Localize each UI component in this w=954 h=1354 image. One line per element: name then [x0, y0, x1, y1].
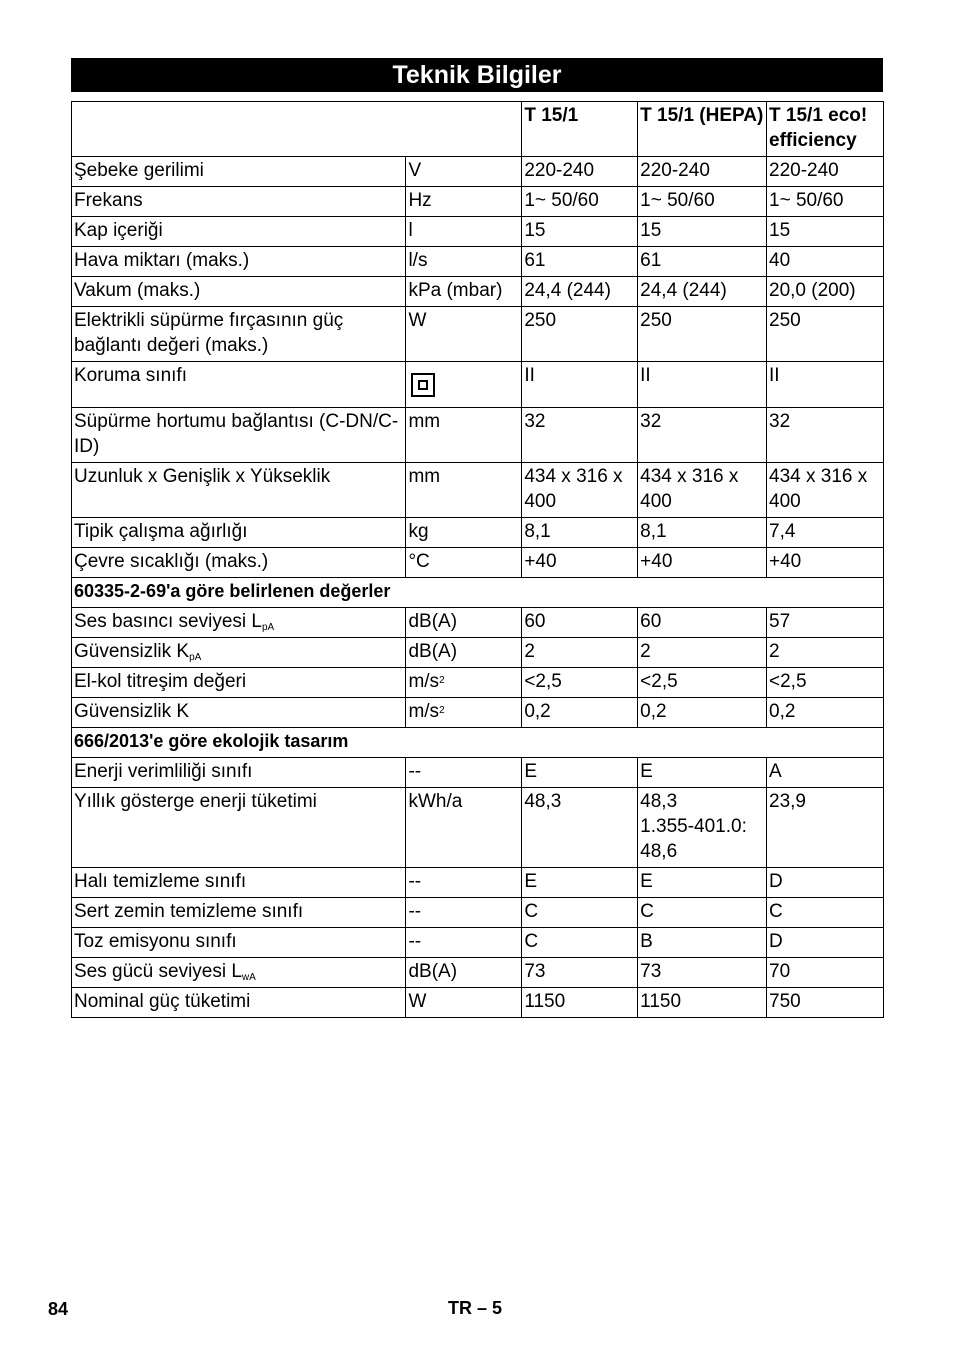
table-row	[72, 868, 884, 898]
unit-text: --	[408, 761, 422, 782]
value-cell: 73	[522, 958, 638, 988]
unit-text: kPa (mbar)	[408, 280, 503, 301]
unit-cell	[406, 868, 522, 898]
value-cell: C	[638, 898, 767, 928]
value-cell: 24,4 (244)	[522, 277, 638, 307]
row-label: Sert zemin temizleme sınıfı	[74, 901, 304, 922]
value-cell: 8,1	[522, 518, 638, 548]
value-cell: 60	[522, 608, 638, 638]
row-label: Hava miktarı (maks.)	[74, 250, 250, 271]
value-cell: +40	[638, 548, 767, 578]
column-header: T 15/1 (HEPA)	[638, 102, 767, 157]
protection-class-ii-icon	[411, 373, 435, 397]
value-cell: 61	[638, 247, 767, 277]
unit-text: l/s	[408, 250, 428, 271]
unit-cell	[406, 463, 522, 518]
table-row	[72, 408, 884, 463]
value-cell: B	[638, 928, 767, 958]
unit-text: m/s	[408, 671, 440, 692]
value-cell: 220-240	[638, 157, 767, 187]
value-cell: D	[767, 868, 884, 898]
table-row	[72, 518, 884, 548]
section-page-label: TR – 5	[448, 1298, 503, 1318]
value-cell: 250	[522, 307, 638, 362]
value-cell: 1150	[522, 988, 638, 1018]
unit-text: dB(A)	[408, 961, 458, 982]
row-label: Enerji verimliliği sınıfı	[74, 761, 253, 782]
value-cell: D	[767, 928, 884, 958]
column-header: T 15/1 eco! efficiency	[767, 102, 884, 157]
value-cell: 73	[638, 958, 767, 988]
unit-cell	[406, 638, 522, 668]
table-row	[72, 157, 884, 187]
value-cell: 8,1	[638, 518, 767, 548]
value-cell: E	[638, 758, 767, 788]
row-label-cell	[72, 608, 406, 638]
value-cell: 61	[522, 247, 638, 277]
row-label-cell	[72, 958, 406, 988]
unit-text: Hz	[408, 190, 432, 211]
value-cell: 250	[767, 307, 884, 362]
value-cell: 15	[522, 217, 638, 247]
table-row	[72, 463, 884, 518]
row-label-cell	[72, 157, 406, 187]
table-row	[72, 698, 884, 728]
unit-text: m/s	[408, 701, 440, 722]
row-label-cell	[72, 668, 406, 698]
table-row	[72, 668, 884, 698]
unit-text: --	[408, 901, 422, 922]
unit-superscript: 2	[439, 675, 445, 686]
row-label-cell	[72, 408, 406, 463]
row-label-cell	[72, 548, 406, 578]
header-empty-cell	[72, 102, 522, 157]
value-cell: 70	[767, 958, 884, 988]
value-cell: 32	[767, 408, 884, 463]
table-row	[72, 277, 884, 307]
value-cell: 0,2	[767, 698, 884, 728]
unit-text: --	[408, 931, 422, 952]
value-cell: 434 x 316 x 400	[767, 463, 884, 518]
table-row	[72, 247, 884, 277]
row-label: Nominal güç tüketimi	[74, 991, 251, 1012]
row-label: Çevre sıcaklığı (maks.)	[74, 551, 269, 572]
value-cell: 48,3	[522, 788, 638, 868]
row-label: Uzunluk x Genişlik x Yükseklik	[74, 466, 331, 487]
row-label: Güvensizlik K	[74, 701, 190, 722]
unit-cell	[406, 518, 522, 548]
value-cell: C	[767, 898, 884, 928]
page-number: 84	[48, 1299, 69, 1319]
value-cell: C	[522, 928, 638, 958]
row-label: Toz emisyonu sınıfı	[74, 931, 237, 952]
value-cell: 7,4	[767, 518, 884, 548]
value-cell: <2,5	[638, 668, 767, 698]
unit-cell	[406, 187, 522, 217]
unit-text: --	[408, 871, 422, 892]
value-cell: II	[767, 362, 884, 408]
unit-cell	[406, 758, 522, 788]
value-cell: 2	[522, 638, 638, 668]
row-label: Halı temizleme sınıfı	[74, 871, 247, 892]
value-cell: 0,2	[638, 698, 767, 728]
technical-data-table	[71, 101, 884, 1018]
value-cell: 1~ 50/60	[767, 187, 884, 217]
value-cell: E	[638, 868, 767, 898]
label-subscript: pA	[189, 652, 202, 663]
value-cell: 1150	[638, 988, 767, 1018]
table-row	[72, 217, 884, 247]
unit-cell	[406, 362, 522, 408]
section-heading: 666/2013'e göre ekolojik tasarım	[72, 728, 884, 758]
unit-cell	[406, 608, 522, 638]
row-label: Güvensizlik K	[74, 641, 190, 662]
unit-cell	[406, 898, 522, 928]
value-cell: 40	[767, 247, 884, 277]
unit-text: dB(A)	[408, 641, 458, 662]
value-cell: 2	[767, 638, 884, 668]
value-cell: +40	[522, 548, 638, 578]
table-row	[72, 758, 884, 788]
row-label: El-kol titreşim değeri	[74, 671, 247, 692]
value-cell: 48,3 1.355-401.0: 48,6	[638, 788, 767, 868]
unit-text: W	[408, 310, 427, 331]
value-cell: 1~ 50/60	[522, 187, 638, 217]
unit-cell	[406, 277, 522, 307]
section-row	[72, 578, 884, 608]
value-cell: 57	[767, 608, 884, 638]
unit-text: °C	[408, 551, 430, 572]
row-label: Ses basıncı seviyesi L	[74, 611, 262, 632]
unit-text: V	[408, 160, 422, 181]
row-label-cell	[72, 277, 406, 307]
table-row	[72, 988, 884, 1018]
row-label-cell	[72, 518, 406, 548]
unit-text: mm	[408, 466, 441, 487]
unit-text: l	[408, 220, 413, 241]
unit-cell	[406, 788, 522, 868]
row-label: Vakum (maks.)	[74, 280, 201, 301]
header-row	[72, 102, 884, 157]
row-label-cell	[72, 247, 406, 277]
row-label: Frekans	[74, 190, 143, 211]
row-label-cell	[72, 307, 406, 362]
unit-cell	[406, 157, 522, 187]
unit-cell	[406, 698, 522, 728]
unit-cell	[406, 958, 522, 988]
value-cell: 250	[638, 307, 767, 362]
unit-cell	[406, 307, 522, 362]
value-cell: <2,5	[522, 668, 638, 698]
unit-text: dB(A)	[408, 611, 458, 632]
row-label: Şebeke gerilimi	[74, 160, 204, 181]
value-cell: 434 x 316 x 400	[638, 463, 767, 518]
row-label-cell	[72, 868, 406, 898]
row-label: Koruma sınıfı	[74, 365, 187, 386]
value-cell: 20,0 (200)	[767, 277, 884, 307]
row-label-cell	[72, 698, 406, 728]
value-cell: 220-240	[767, 157, 884, 187]
unit-superscript: 2	[439, 705, 445, 716]
row-label: Elektrikli süpürme fırçasının güç bağlantı değeri (maks.)	[74, 310, 344, 356]
table-row	[72, 608, 884, 638]
value-cell: 15	[638, 217, 767, 247]
table-row	[72, 898, 884, 928]
table-row	[72, 307, 884, 362]
row-label-cell	[72, 758, 406, 788]
table-row	[72, 958, 884, 988]
page-title: Teknik Bilgiler	[71, 58, 883, 92]
value-cell: 750	[767, 988, 884, 1018]
row-label-cell	[72, 928, 406, 958]
table-row	[72, 187, 884, 217]
table-row	[72, 638, 884, 668]
value-cell: 24,4 (244)	[638, 277, 767, 307]
value-cell: C	[522, 898, 638, 928]
row-label-cell	[72, 988, 406, 1018]
table-row	[72, 788, 884, 868]
unit-cell	[406, 988, 522, 1018]
unit-cell	[406, 668, 522, 698]
value-cell: II	[522, 362, 638, 408]
value-cell: 32	[638, 408, 767, 463]
section-heading: 60335-2-69'a göre belirlenen değerler	[72, 578, 884, 608]
row-label: Kap içeriği	[74, 220, 163, 241]
value-cell: 60	[638, 608, 767, 638]
value-cell: 32	[522, 408, 638, 463]
unit-cell	[406, 247, 522, 277]
unit-text: W	[408, 991, 427, 1012]
unit-text: mm	[408, 411, 441, 432]
value-cell: A	[767, 758, 884, 788]
row-label-cell	[72, 217, 406, 247]
row-label: Ses gücü seviyesi L	[74, 961, 242, 982]
table-row	[72, 548, 884, 578]
unit-cell	[406, 408, 522, 463]
unit-text: kg	[408, 521, 429, 542]
row-label-cell	[72, 898, 406, 928]
value-cell: +40	[767, 548, 884, 578]
value-cell: E	[522, 758, 638, 788]
value-cell: 23,9	[767, 788, 884, 868]
value-cell: 434 x 316 x 400	[522, 463, 638, 518]
value-cell: E	[522, 868, 638, 898]
unit-cell	[406, 548, 522, 578]
label-subscript: wA	[241, 972, 256, 983]
row-label: Tipik çalışma ağırlığı	[74, 521, 248, 542]
value-cell: 15	[767, 217, 884, 247]
value-cell: II	[638, 362, 767, 408]
table-row	[72, 928, 884, 958]
column-header: T 15/1	[522, 102, 638, 157]
table-row	[72, 362, 884, 408]
label-subscript: pA	[261, 622, 275, 633]
section-row	[72, 728, 884, 758]
row-label-cell	[72, 638, 406, 668]
value-cell: <2,5	[767, 668, 884, 698]
value-cell: 1~ 50/60	[638, 187, 767, 217]
row-label: Yıllık gösterge enerji tüketimi	[74, 791, 317, 812]
value-cell: 2	[638, 638, 767, 668]
unit-text: kWh/a	[408, 791, 463, 812]
value-cell: 220-240	[522, 157, 638, 187]
row-label-cell	[72, 187, 406, 217]
row-label-cell	[72, 463, 406, 518]
unit-cell	[406, 928, 522, 958]
row-label: Süpürme hortumu bağlantısı (C-DN/C-ID)	[74, 411, 399, 457]
unit-cell	[406, 217, 522, 247]
row-label-cell	[72, 788, 406, 868]
row-label-cell	[72, 362, 406, 408]
value-cell: 0,2	[522, 698, 638, 728]
